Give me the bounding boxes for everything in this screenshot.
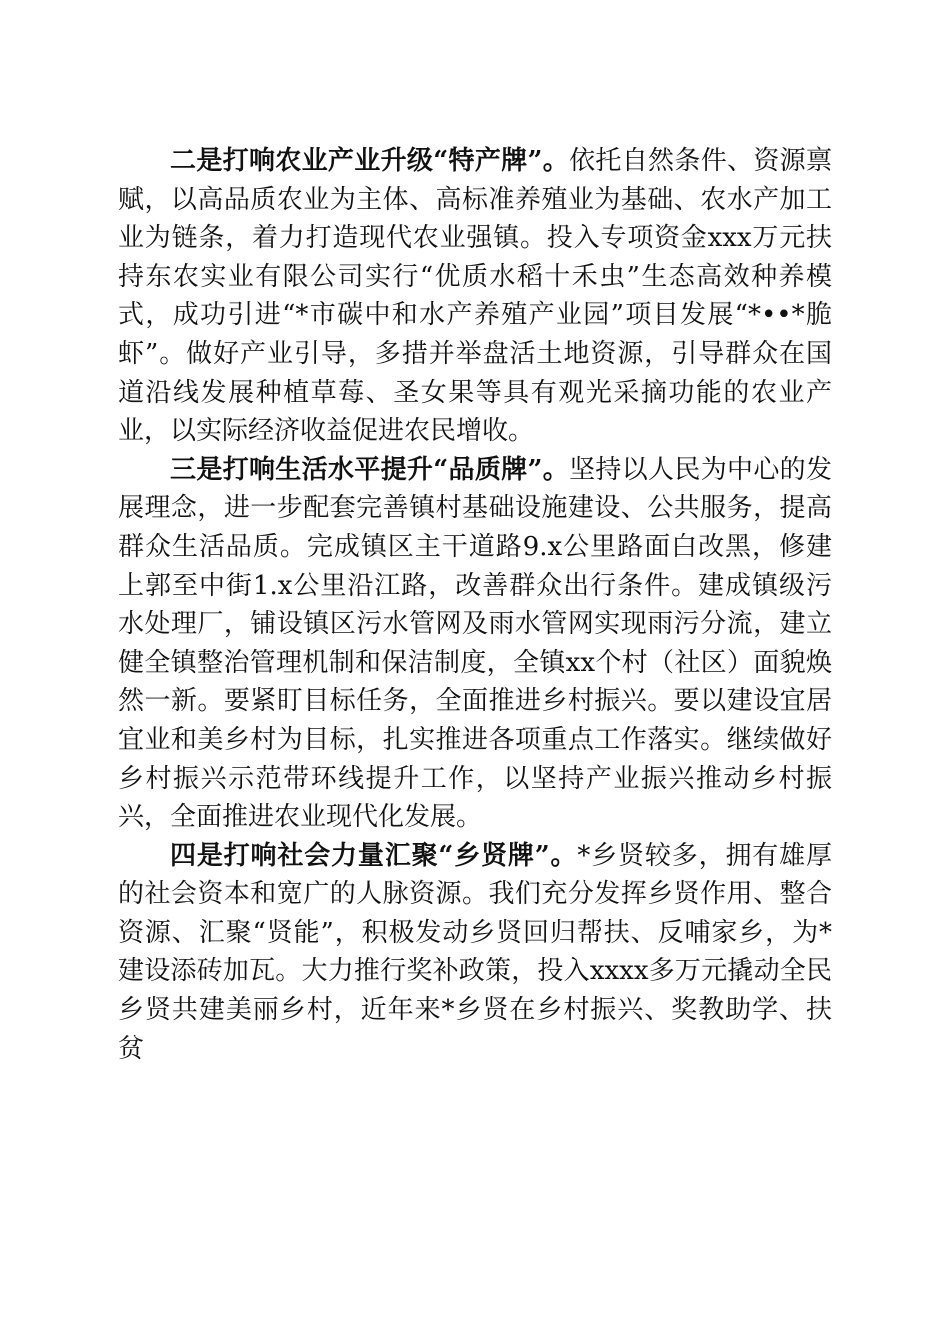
paragraph-agriculture [118, 142, 832, 451]
paragraph-heading: 二是打响农业产业升级“特产牌”。 [170, 146, 570, 176]
paragraph-text: *乡贤较多，拥有雄厚的社会资本和宽广的人脉资源。我们充分发挥乡贤作用、整合资源、汇聚“贤能”，积极发动乡贤回归帮扶、反哺家乡，为*建设添砖加瓦。大力推行奖补政策，投入xxxx多万元撬动全民乡贤共建美丽乡村，近年来*乡贤在乡村振兴、奖教助学、扶贫 [118, 840, 832, 1064]
paragraph-living-standard [118, 451, 832, 837]
document-body [118, 142, 832, 1068]
paragraph-heading: 三是打响生活水平提升“品质牌”。 [170, 454, 570, 485]
paragraph-text: 依托自然条件、资源禀赋，以高品质农业为主体、高标准养殖业为基础、农水产加工业为链条，着力打造现代农业强镇。投入专项资金xxx万元扶持东农实业有限公司实行“优质水稻十禾虫”生态高效种养模式，成功引进“*市碳中和水产养殖产业园”项目发展“*••*脆虾”。做好产业引导，多措并举盘活土地资源，引导群众在国道沿线发展种植草莓、圣女果等具有观光采摘功能的农业产业，以实际经济收益促进农民增收。 [118, 146, 832, 447]
paragraph-local-talent [118, 837, 832, 1069]
paragraph-text: 坚持以人民为中心的发展理念，进一步配套完善镇村基础设施建设、公共服务，提高群众生活品质。完成镇区主干道路9.x公里路面白改黑，修建上郭至中街1.x公里沿江路，改善群众出行条件。建成镇级污水处理厂，铺设镇区污水管网及雨水管网实现雨污分流，建立健全镇整治管理机制和保洁制度，全镇xx个村（社区）面貌焕然一新。要紧盯目标任务，全面推进乡村振兴。要以建设宜居宜业和美乡村为目标，扎实推进各项重点工作落实。继续做好乡村振兴示范带环线提升工作，以坚持产业振兴推动乡村振兴，全面推进农业现代化发展。 [118, 454, 832, 833]
paragraph-heading: 四是打响社会力量汇聚“乡贤牌”。 [170, 840, 578, 871]
